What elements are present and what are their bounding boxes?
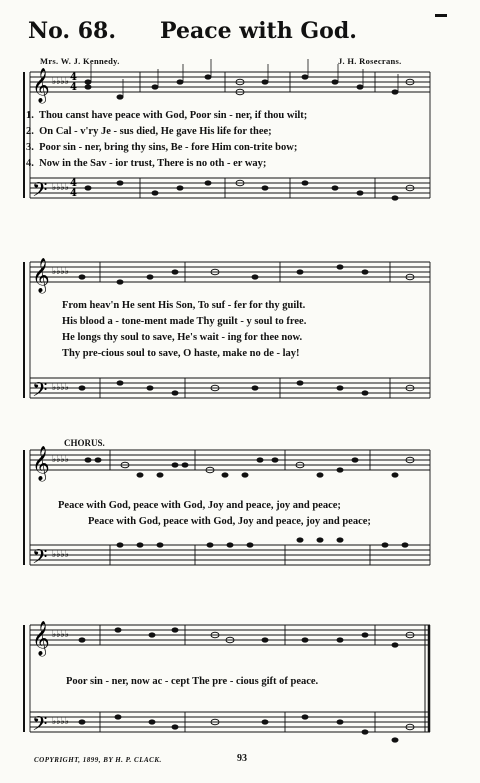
chorus-line-2: Peace with God, peace with God, Joy and peace, joy and peace;: [88, 516, 371, 527]
svg-text:♭♭♭♭: ♭♭♭♭: [52, 383, 69, 393]
copyright-notice: COPYRIGHT, 1899, BY H. P. CLACK.: [34, 756, 162, 764]
svg-text:4: 4: [70, 188, 77, 199]
verse-4-line-2: Thy pre-cious soul to save, O haste, make no de - lay!: [62, 348, 300, 359]
hymn-title: Peace with God.: [160, 18, 357, 44]
page-number: 93: [237, 753, 247, 764]
verse-4-line-1: 4. Now in the Sav - ior trust, There is no oth - er way;: [26, 158, 267, 169]
lyricist-credit: Mrs. W. J. Kennedy.: [40, 56, 120, 66]
svg-text:𝄞: 𝄞: [32, 621, 50, 656]
composer-credit: J. H. Rosecrans.: [338, 56, 402, 66]
chorus-line-3: Poor sin - ner, now ac - cept The pre - cious gift of peace.: [66, 676, 319, 687]
svg-text:𝄢: 𝄢: [32, 545, 48, 573]
svg-text:𝄞: 𝄞: [32, 446, 50, 481]
svg-text:♭♭♭♭: ♭♭♭♭: [52, 77, 69, 87]
svg-text:𝄢: 𝄢: [32, 712, 48, 740]
svg-text:♭♭♭♭: ♭♭♭♭: [52, 267, 69, 277]
svg-text:♭♭♭♭: ♭♭♭♭: [52, 717, 69, 727]
verse-3-line-2: He longs thy soul to save, He's wait - ing for thee now.: [62, 332, 303, 343]
hymn-number: No. 68.: [28, 18, 116, 44]
verse-2-line-1: 2. On Cal - v'ry Je - sus died, He gave His life for thee;: [26, 126, 272, 137]
svg-text:♭♭♭♭: ♭♭♭♭: [52, 455, 69, 465]
svg-text:𝄢: 𝄢: [32, 178, 48, 206]
chorus-line-1: Peace with God, peace with God, Joy and peace, joy and peace;: [58, 500, 341, 511]
svg-text:4: 4: [70, 178, 77, 189]
svg-text:𝄞: 𝄞: [32, 258, 50, 293]
svg-text:𝄢: 𝄢: [32, 378, 48, 406]
svg-text:♭♭♭♭: ♭♭♭♭: [52, 630, 69, 640]
svg-text:4: 4: [70, 82, 77, 93]
svg-text:𝄞: 𝄞: [32, 68, 50, 103]
verse-2-line-2: His blood a - tone-ment made Thy guilt - y soul to free.: [62, 316, 307, 327]
svg-text:♭♭♭♭: ♭♭♭♭: [52, 550, 69, 560]
svg-text:♭♭♭♭: ♭♭♭♭: [52, 183, 69, 193]
svg-text:4: 4: [70, 72, 77, 83]
chorus-label: CHORUS.: [64, 438, 105, 448]
verse-1-line-1: 1. Thou canst have peace with God, Poor sin - ner, if thou wilt;: [26, 110, 308, 121]
verse-3-line-1: 3. Poor sin - ner, bring thy sins, Be - fore Him con-trite bow;: [26, 142, 298, 153]
verse-1-line-2: From heav'n He sent His Son, To suf - fer for thy guilt.: [62, 300, 306, 311]
